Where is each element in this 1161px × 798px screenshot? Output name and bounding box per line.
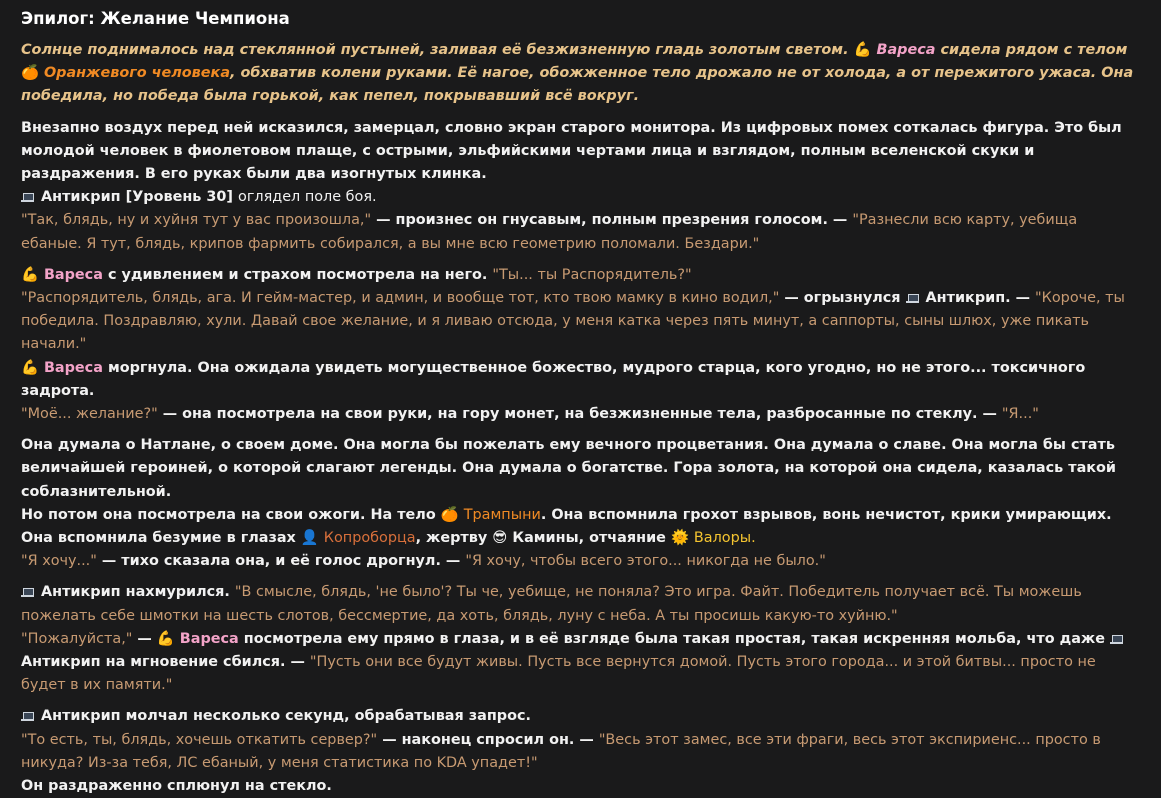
orange-icon: 🍊 xyxy=(21,65,39,82)
muscle-icon: 💪 xyxy=(21,359,39,376)
quote: "Ты... ты Распорядитель?" xyxy=(492,266,692,283)
sun-icon: 🌞 xyxy=(670,530,689,547)
ninja-icon: 👤 xyxy=(300,530,319,547)
muscle-icon: 💪 xyxy=(156,630,175,647)
paragraph-dialog xyxy=(21,264,1139,426)
laptop-icon xyxy=(21,193,34,202)
quote: "В смысле, блядь, 'не было'? Ты че, уебище, не поняла? Это игра. Файт. Победитель получает всё. Ты можешь пожелать себе шмотки на шесть слотов, бессмертие, да хоть, блядь, луну с неба. А ты просишь какую-то хуйню." xyxy=(21,584,1082,624)
text: — xyxy=(137,630,152,647)
text: — произнес он гнусавым, полным презрения голосом. — xyxy=(376,212,848,229)
muscle-icon: 💪 xyxy=(853,42,872,58)
quote: "Пусть они все будут живы. Пусть все вернутся домой. Пусть этого города... и этой битвы... просто не будет в их памяти." xyxy=(21,654,1096,694)
intro-paragraph xyxy=(21,39,1139,109)
text: Солнце поднималось над стеклянной пустыней, заливая её безжизненную гладь золотым светом. xyxy=(21,42,849,58)
text: посмотрела ему прямо в глаза, и в её взгляде была такая простая, такая искренняя мольба, что даже xyxy=(243,630,1106,647)
orange-icon: 🍊 xyxy=(440,506,459,523)
text: моргнула. Она ожидала увидеть могущественное божество, мудрого старца, кого угодно, но не этого... токсичного задрота. xyxy=(21,359,1086,399)
text: Она думала о Натлане, о своем доме. Она могла бы пожелать ему вечного процветания. Она думала о славе. Она могла бы стать величайшей героиней, о которой слагают легенды. Она думала о богатстве. Гора золота, на которой она сидела, казалась такой соблазнительной. xyxy=(21,437,1117,500)
text: , обхватив колени руками. Её нагое, обожженное тело дрожало не от холода, а от пережитого ужаса. Она победила, но победа была горькой, как пепел, покрывавший всё вокруг. xyxy=(21,65,1134,105)
quote: "Пожалуйста," xyxy=(21,630,133,647)
name-valory: Валоры. xyxy=(693,530,756,547)
text: сидела рядом с телом xyxy=(940,42,1128,58)
text: . Она вспомнила грохот взрывов, вонь нечистот, крики умирающих. Она вспомнила безумие в глазах xyxy=(21,506,1112,547)
paragraph-plea xyxy=(21,581,1139,697)
quote: "Я хочу, чтобы всего этого... никогда не было." xyxy=(465,553,826,570)
text: — она посмотрела на свои руки, на гору монет, на безжизненные тела, разбросанные по стеклу. — xyxy=(162,406,997,423)
name-varesa: Вареса xyxy=(876,42,936,58)
name-varesa: Вареса xyxy=(43,266,103,283)
quote: "Разнесли всю карту, уебища ебаные. Я тут, блядь, крипов фармить собирался, а вы мне всю геометрию поломали. Бездари." xyxy=(21,212,1078,252)
name-antikrip: Антикрип xyxy=(21,654,101,671)
quote: "Короче, ты победила. Поздравляю, хули. Давай свое желание, и я ливаю отсюда, у меня катка через пять минут, а саппорты, сыны шлюх, уже пикать начали." xyxy=(21,290,1125,353)
text: Но потом она посмотрела на свои ожоги. На тело xyxy=(21,506,436,523)
name-trampyni: Трампыни xyxy=(463,506,541,523)
text: , жертву xyxy=(415,530,488,547)
name-varesa: Вареса xyxy=(179,630,239,647)
quote: "Я хочу..." xyxy=(21,553,97,570)
text: с удивлением и страхом посмотрела на него. xyxy=(107,266,488,283)
name-orange-man: Оранжевого человека xyxy=(43,65,231,82)
quote: "Распорядитель, блядь, ага. И гейм-мастер, и админ, и вообще тот, кто твою мамку в кино водил," xyxy=(21,290,780,307)
laptop-icon xyxy=(906,294,919,303)
paragraph-rollback xyxy=(21,705,1139,798)
muscle-icon: 💪 xyxy=(21,266,39,283)
text: — тихо сказала она, и её голос дрогнул. — xyxy=(101,553,461,570)
text: Внезапно воздух перед ней исказился, замерцал, словно экран старого монитора. Из цифровых помех соткалась фигура. Это был молодой человек в фиолетовом плаще, с острыми, эльфийскими чертами лица и взглядом, полным вселенской скуки и раздражения. В его руках были два изогнутых клинка. xyxy=(21,119,1122,183)
name-koproborca: Копроборца xyxy=(323,530,416,547)
name-antikrip: Антикрип [Уровень 30] xyxy=(41,189,234,206)
quote: "Весь этот замес, все эти фраги, весь этот экспириенс... просто в никуда? Из-за тебя, ЛС ебаный, у меня статистика по KDA упадет!" xyxy=(21,731,1101,771)
name-varesa: Вареса xyxy=(43,359,103,376)
sunglasses-icon: 😎 xyxy=(492,530,508,547)
text: Он раздраженно сплюнул на стекло. xyxy=(21,778,332,795)
quote: "Так, блядь, ну и хуйня тут у вас произошла," xyxy=(21,212,372,229)
text: молчал несколько секунд, обрабатывая запрос. xyxy=(125,708,531,725)
quote: "То есть, ты, блядь, хочешь откатить сервер?" xyxy=(21,731,378,748)
name-antikrip: Антикрип xyxy=(41,584,121,601)
laptop-icon xyxy=(21,588,34,597)
text: — наконец спросил он. — xyxy=(382,731,594,748)
text: оглядел поле боя. xyxy=(238,189,377,206)
text: на мгновение сбился. — xyxy=(105,654,305,671)
name-antikrip: Антикрип. xyxy=(925,290,1011,307)
quote: "Моё... желание?" xyxy=(21,406,158,423)
name-antikrip: Антикрип xyxy=(41,708,121,725)
name-kaminy: Камины xyxy=(512,530,579,547)
text: нахмурился. xyxy=(125,584,230,601)
laptop-icon xyxy=(21,712,34,721)
paragraph-arrival xyxy=(21,117,1139,256)
paragraph-wish xyxy=(21,434,1139,573)
laptop-icon xyxy=(1110,635,1123,644)
quote: "Я..." xyxy=(1001,406,1039,423)
text: — xyxy=(1015,290,1031,307)
chapter-title: Эпилог: Желание Чемпиона xyxy=(21,9,290,28)
text: , отчаяние xyxy=(578,530,666,547)
text: — огрызнулся xyxy=(784,290,901,307)
